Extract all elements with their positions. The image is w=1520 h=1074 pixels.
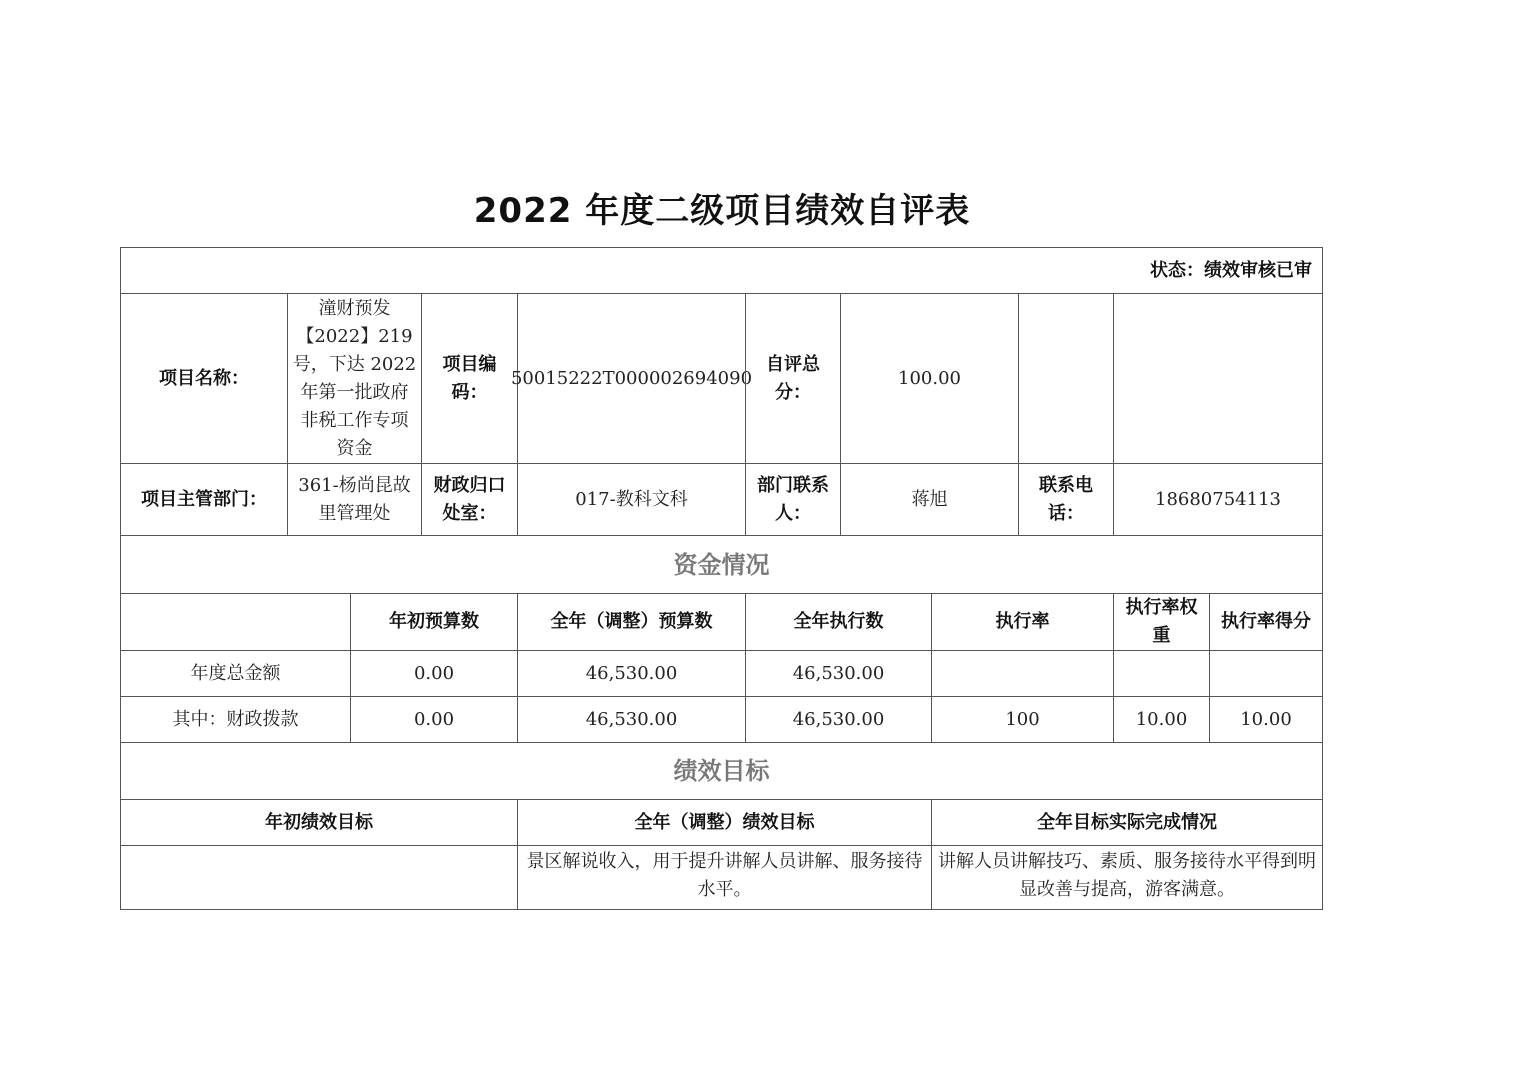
- funds-row-cell: 10.00: [1113, 696, 1210, 743]
- project-name-label: 项目名称：: [120, 293, 288, 464]
- phone-label: 联系电话：: [1018, 463, 1114, 536]
- finance-office-label: 财政归口处室：: [421, 463, 518, 536]
- funds-header-cell: 全年（调整）预算数: [517, 593, 746, 651]
- funds-header-cell: 执行率权重: [1113, 593, 1210, 651]
- funds-row-cell: [931, 650, 1114, 697]
- funds-row-cell: 100: [931, 696, 1114, 743]
- empty-cell: [1018, 293, 1114, 464]
- funds-row-cell: 46,530.00: [517, 696, 746, 743]
- self-score-label: 自评总分：: [745, 293, 841, 464]
- funds-row-cell: 年度总金额: [120, 650, 351, 697]
- goals-content-cell: 讲解人员讲解技巧、素质、服务接待水平得到明显改善与提高，游客满意。: [931, 845, 1323, 910]
- project-code-label: 项目编码：: [421, 293, 518, 464]
- funds-row-cell: [1113, 650, 1210, 697]
- page-title: 2022 年度二级项目绩效自评表: [473, 191, 971, 231]
- funds-row-cell: 10.00: [1209, 696, 1323, 743]
- funds-row-cell: 0.00: [350, 650, 518, 697]
- goals-header-cell: 年初绩效目标: [120, 799, 518, 846]
- funds-row-cell: 其中：财政拨款: [120, 696, 351, 743]
- goals-section-title: 绩效目标: [120, 742, 1323, 800]
- finance-office-value: 017-教科文科: [517, 463, 746, 536]
- funds-section-title: 资金情况: [120, 535, 1323, 594]
- contact-label: 部门联系人：: [745, 463, 841, 536]
- dept-label: 项目主管部门：: [120, 463, 288, 536]
- funds-header-cell: 全年执行数: [745, 593, 932, 651]
- funds-header-cell: [120, 593, 351, 651]
- funds-header-cell: 执行率: [931, 593, 1114, 651]
- goals-header-cell: 全年（调整）绩效目标: [517, 799, 932, 846]
- funds-header-cell: 年初预算数: [350, 593, 518, 651]
- evaluation-table: [120, 247, 1323, 910]
- funds-row-cell: [1209, 650, 1323, 697]
- goals-content-cell: [120, 845, 518, 910]
- self-score-value: 100.00: [840, 293, 1019, 464]
- status-cell: 状态：绩效审核已审: [120, 247, 1323, 294]
- funds-row-cell: 0.00: [350, 696, 518, 743]
- dept-value: 361-杨尚昆故里管理处: [287, 463, 422, 536]
- funds-row-cell: 46,530.00: [517, 650, 746, 697]
- project-name-value: 潼财预发【2022】219号，下达 2022年第一批政府非税工作专项资金: [287, 293, 422, 464]
- goals-header-cell: 全年目标实际完成情况: [931, 799, 1323, 846]
- phone-value: 18680754113: [1113, 463, 1323, 536]
- funds-row-cell: 46,530.00: [745, 650, 932, 697]
- funds-header-cell: 执行率得分: [1209, 593, 1323, 651]
- project-code-value: 50015222T000002694090: [517, 293, 746, 464]
- goals-content-cell: 景区解说收入，用于提升讲解人员讲解、服务接待水平。: [517, 845, 932, 910]
- funds-row-cell: 46,530.00: [745, 696, 932, 743]
- contact-value: 蒋旭: [840, 463, 1019, 536]
- empty-cell: [1113, 293, 1323, 464]
